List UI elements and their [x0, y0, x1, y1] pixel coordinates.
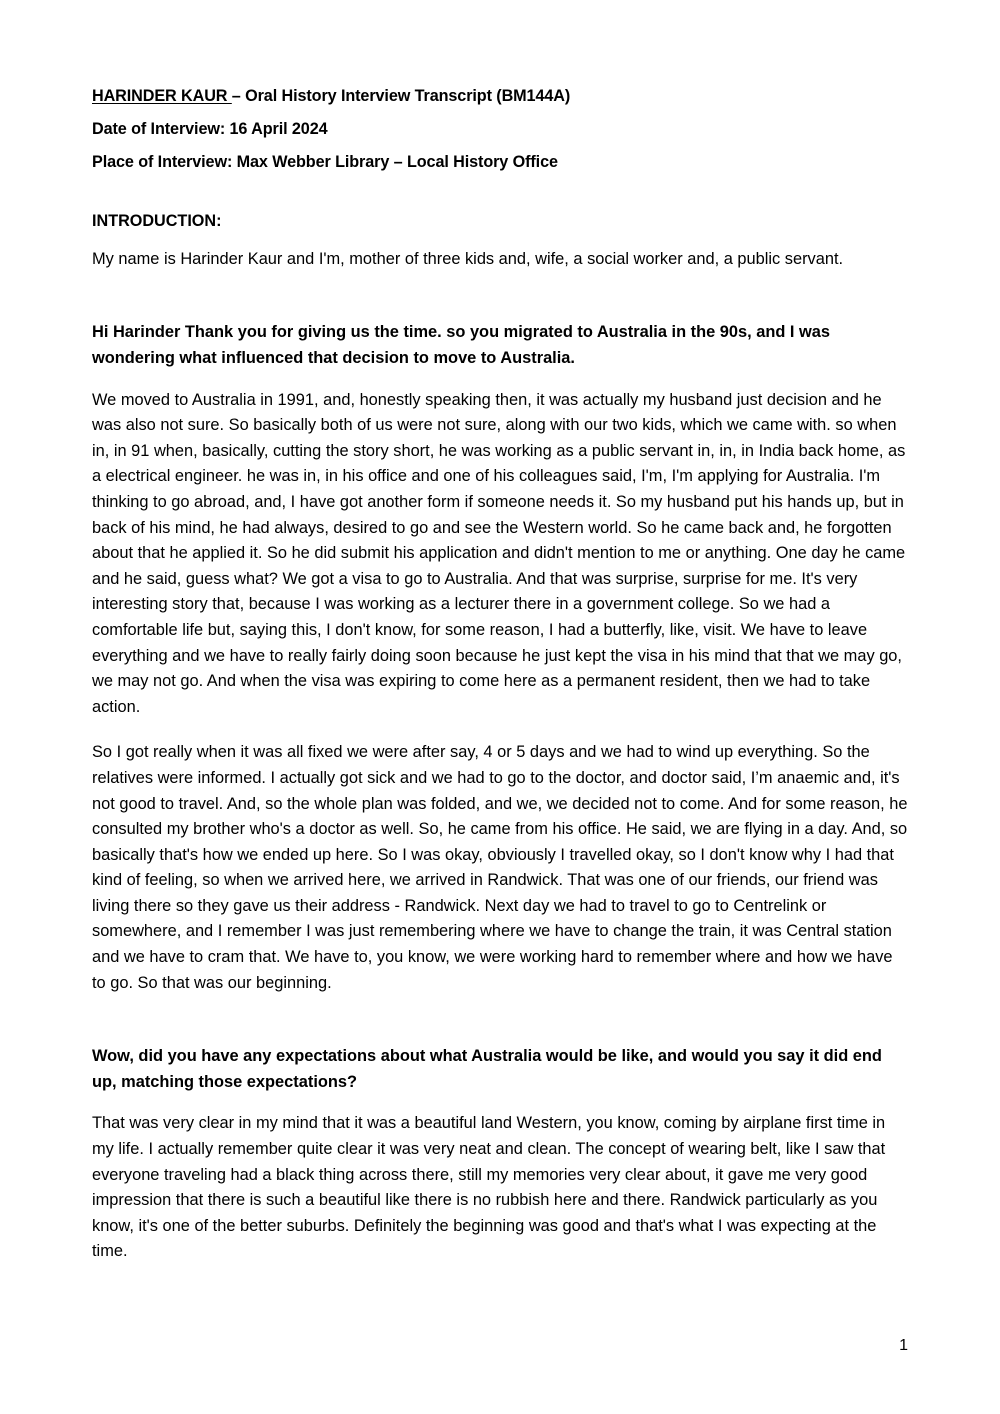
date-of-interview: Date of Interview: 16 April 2024 — [92, 120, 328, 139]
document-title-rest: – Oral History Interview Transcript (BM144A) — [231, 87, 571, 105]
question-2: Wow, did you have any expectations about what Australia would be like, and would you say it did end up, matching those expectations? — [92, 1047, 882, 1091]
document-title — [92, 88, 910, 104]
page-number: 1 — [899, 1337, 908, 1354]
interviewee-name: HARINDER KAUR — [92, 87, 232, 105]
introduction-label: INTRODUCTION: — [92, 211, 222, 230]
document-content — [92, 88, 910, 1265]
answer-2-paragraph-1: That was very clear in my mind that it was a beautiful land Western, you know, coming by airplane first time in my life. I actually remember quite clear it was very neat and clean. The concept of wearing belt, like I saw that everyone traveling had a black thing across there, still my memories very clear about, it gave me very good impression that there is such a beautiful like there is no rubbish here and there. Randwick particularly as you know, it's one of the better suburbs. Definitely the beginning was good and that's what I was expecting at the time. — [92, 1114, 886, 1261]
answer-1-paragraph-1: We moved to Australia in 1991, and, honestly speaking then, it was actually my husband just decision and he was also not sure. So basically both of us were not sure, along with our two kids, which we came with. so when in, in 91 when, basically, cutting the story short, he was working as a public servant in, in, in India back home, as a electrical engineer. he was in, in his office and one of his colleagues said, I'm, I'm applying for Australia. I'm thinking to go abroad, and, I have got another form if someone needs it. So my husband put his hands up, but in back of his mind, he had always, desired to go and see the Western world. So he came back and, he forgotten about that he applied it. So he did submit his application and didn't mention to me or anything. One day he came and he said, guess what? We got a visa to go to Australia. And that was surprise, surprise for me. It's very interesting story that, because I was working as a lecturer there in a government college. So we had a comfortable life but, saying this, I don't know, for some reason, I had a butterfly, like, visit. We have to leave everything and we have to really fairly doing soon because he just kept the visa in his mind that that we may go, we may not go. And when the visa was expiring to come here as a permanent resident, then we had to take action. — [92, 390, 906, 716]
answer-1-paragraph-2: So I got really when it was all fixed we were after say, 4 or 5 days and we had to wind up everything. So the relatives were informed. I actually got sick and we had to go to the doctor, and doctor said, I’m anaemic and, it's not good to travel. And, so the whole plan was folded, and we, we decided not to come. And for some reason, he consulted my brother who's a doctor as well. So, he came from his office. He said, we are flying in a day. And, so basically that's how we ended up here. So I was okay, obviously I travelled okay, so I don't know why I had that kind of feeling, so when we arrived here, we arrived in Randwick. That was one of our friends, our friend was living there so they gave us their address - Randwick. Next day we had to travel to go to Centrelink or somewhere, and I remember I was just remembering where we have to change the train, it was Central station and we have to cram that. We have to, you know, we were working hard to remember where and how we have to go. So that was our beginning. — [92, 743, 908, 992]
place-of-interview: Place of Interview: Max Webber Library – Local History Office — [92, 153, 558, 172]
introduction-paragraph: My name is Harinder Kaur and I'm, mother of three kids and, wife, a social worker and, a public servant. — [92, 249, 844, 268]
question-1: Hi Harinder Thank you for giving us the time. so you migrated to Australia in the 90s, and I was wondering what influenced that decision to move to Australia. — [92, 323, 831, 367]
